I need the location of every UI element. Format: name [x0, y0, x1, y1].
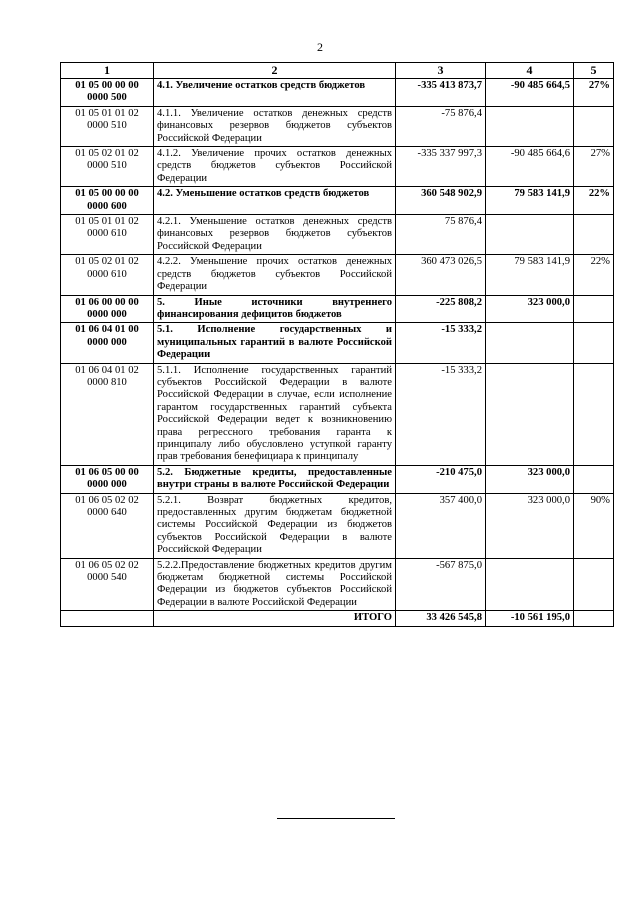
table-row [61, 558, 614, 611]
header-col-3: 3 [396, 63, 486, 79]
total-value-3: 33 426 545,8 [396, 611, 486, 626]
value-col-4 [486, 215, 574, 255]
code-cell: 01 06 04 01 00 0000 000 [61, 323, 154, 363]
value-col-4: 79 583 141,9 [486, 187, 574, 215]
description-cell: 4.1.1. Увеличение остатков денежных средств финансовых резервов бюджетов субъектов Российской Федерации [154, 106, 396, 146]
value-col-5 [574, 215, 614, 255]
description-cell: 5.2.1. Возврат бюджетных кредитов, предоставленных другим бюджетам бюджетной системы Российской Федерации из бюджетов субъектов Российской Федерации в валюте Российской Федерации [154, 493, 396, 558]
total-value-4: -10 561 195,0 [486, 611, 574, 626]
total-code-cell [61, 611, 154, 626]
value-col-3: -75 876,4 [396, 106, 486, 146]
table-row [61, 323, 614, 363]
value-col-3: 360 473 026,5 [396, 255, 486, 295]
value-col-5 [574, 323, 614, 363]
value-col-5: 27% [574, 79, 614, 107]
value-col-4: -90 485 664,5 [486, 79, 574, 107]
header-col-5: 5 [574, 63, 614, 79]
value-col-4 [486, 558, 574, 611]
value-col-3: -15 333,2 [396, 363, 486, 465]
code-cell: 01 06 05 02 02 0000 640 [61, 493, 154, 558]
code-cell: 01 05 00 00 00 0000 500 [61, 79, 154, 107]
header-col-4: 4 [486, 63, 574, 79]
value-col-5: 22% [574, 187, 614, 215]
value-col-5 [574, 106, 614, 146]
table-row [61, 106, 614, 146]
value-col-4: 79 583 141,9 [486, 255, 574, 295]
header-col-1: 1 [61, 63, 154, 79]
value-col-3: -210 475,0 [396, 465, 486, 493]
total-row [61, 611, 614, 626]
code-cell: 01 06 00 00 00 0000 000 [61, 295, 154, 323]
value-col-5: 27% [574, 147, 614, 187]
description-cell: 5. Иные источники внутреннего финансирования дефицитов бюджетов [154, 295, 396, 323]
table-body [61, 79, 614, 611]
description-cell: 5.2.2.Предоставление бюджетных кредитов другим бюджетам бюджетной системы Российской Федерации из бюджетов субъектов Российской Федерации в валюте Российской Федерации [154, 558, 396, 611]
value-col-3: 357 400,0 [396, 493, 486, 558]
table-row [61, 295, 614, 323]
total-value-5 [574, 611, 614, 626]
code-cell: 01 06 04 01 02 0000 810 [61, 363, 154, 465]
value-col-4 [486, 363, 574, 465]
value-col-5: 90% [574, 493, 614, 558]
table-row [61, 147, 614, 187]
page-number: 2 [317, 40, 323, 54]
description-cell: 4.2. Уменьшение остатков средств бюджетов [154, 187, 396, 215]
code-cell: 01 06 05 00 00 0000 000 [61, 465, 154, 493]
value-col-5 [574, 295, 614, 323]
table-row [61, 79, 614, 107]
value-col-3: -225 808,2 [396, 295, 486, 323]
code-cell: 01 05 00 00 00 0000 600 [61, 187, 154, 215]
code-cell: 01 06 05 02 02 0000 540 [61, 558, 154, 611]
table-row [61, 493, 614, 558]
value-col-3: -335 337 997,3 [396, 147, 486, 187]
table-row [61, 465, 614, 493]
value-col-4: 323 000,0 [486, 493, 574, 558]
table-row [61, 363, 614, 465]
value-col-3: -15 333,2 [396, 323, 486, 363]
value-col-4: 323 000,0 [486, 295, 574, 323]
description-cell: 5.2. Бюджетные кредиты, предоставленные внутри страны в валюте Российской Федерации [154, 465, 396, 493]
value-col-5 [574, 363, 614, 465]
description-cell: 5.1.1. Исполнение государственных гарантий субъектов Российской Федерации в валюте Российской Федерации в случае, если исполнение гарантом государственных гарантий субъекта Российской Федерации ведет к возникновению права регрессного требования гаранта к принципалу либо обусловлено уступкой гаранту прав требования бенефициара к принципалу [154, 363, 396, 465]
value-col-5 [574, 465, 614, 493]
value-col-3: 75 876,4 [396, 215, 486, 255]
header-col-2: 2 [154, 63, 396, 79]
description-cell: 4.2.2. Уменьшение прочих остатков денежных средств бюджетов субъектов Российской Федерации [154, 255, 396, 295]
value-col-3: 360 548 902,9 [396, 187, 486, 215]
value-col-4: 323 000,0 [486, 465, 574, 493]
table-row [61, 187, 614, 215]
footer-rule [277, 818, 395, 819]
code-cell: 01 05 02 01 02 0000 610 [61, 255, 154, 295]
table-header-row [61, 63, 614, 79]
value-col-4 [486, 106, 574, 146]
code-cell: 01 05 02 01 02 0000 510 [61, 147, 154, 187]
table-row [61, 255, 614, 295]
value-col-4 [486, 323, 574, 363]
budget-sources-table [60, 62, 614, 627]
value-col-3: -567 875,0 [396, 558, 486, 611]
value-col-4: -90 485 664,6 [486, 147, 574, 187]
table-row [61, 215, 614, 255]
description-cell: 5.1. Исполнение государственных и муниципальных гарантий в валюте Российской Федерации [154, 323, 396, 363]
value-col-5 [574, 558, 614, 611]
value-col-5: 22% [574, 255, 614, 295]
total-label: ИТОГО [154, 611, 396, 626]
code-cell: 01 05 01 01 02 0000 510 [61, 106, 154, 146]
description-cell: 4.1.2. Увеличение прочих остатков денежных средств бюджетов субъектов Российской Федерации [154, 147, 396, 187]
code-cell: 01 05 01 01 02 0000 610 [61, 215, 154, 255]
value-col-3: -335 413 873,7 [396, 79, 486, 107]
description-cell: 4.1. Увеличение остатков средств бюджетов [154, 79, 396, 107]
description-cell: 4.2.1. Уменьшение остатков денежных средств финансовых резервов бюджетов субъектов Российской Федерации [154, 215, 396, 255]
